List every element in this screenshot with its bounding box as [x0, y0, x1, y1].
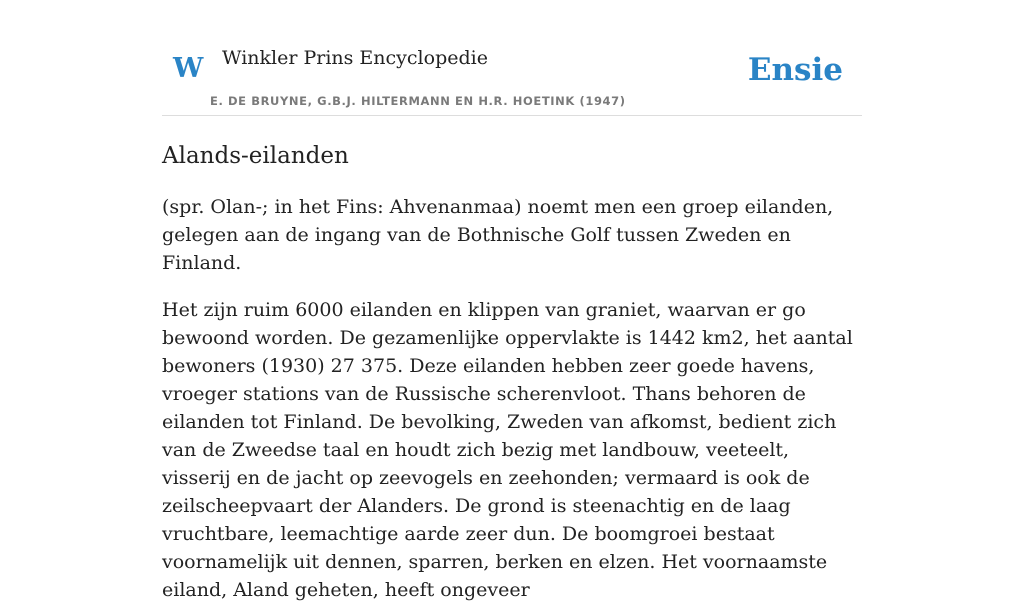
- entry-paragraph: (spr. Olan-; in het Fins: Ahvenanmaa) noemt men een groep eilanden, gelegen aan de ingang van de Bothnische Golf tussen Zweden en Finland.: [162, 196, 834, 274]
- entry-body: [162, 193, 862, 604]
- source-title[interactable]: Winkler Prins Encyclopedie: [222, 47, 488, 69]
- entry-title: Alands-eilanden: [162, 143, 349, 169]
- source-header: [162, 0, 862, 116]
- article-page: [162, 0, 862, 604]
- source-authors: E. DE BRUYNE, G.B.J. HILTERMANN EN H.R. HOETINK (1947): [210, 94, 626, 108]
- entry-paragraph: Het zijn ruim 6000 eilanden en klippen van graniet, waarvan er go bewoond worden. De gezamenlijke oppervlakte is 1442 km2, het aantal bewoners (1930) 27 375. Deze eilanden hebben zeer goede havens, vroeger stations van de Russische scherenvloot. Thans behoren de eilanden tot Finland. De bevolking, Zweden van afkomst, bedient zich van de Zweedse taal en houdt zich bezig met landbouw, veeteelt, visserij en de jacht op zeevogels en zeehonden; vermaard is ook de zeilscheepvaart der Alanders. De grond is steenachtig en de laag vruchtbare, leemachtige aarde zeer dun. De boomgroei bestaat voornamelijk uit dennen, sparren, berken en elzen. Het voornaamste eiland, Aland geheten, heeft ongeveer: [162, 299, 853, 601]
- encyclopedia-logo[interactable]: W: [173, 53, 204, 84]
- ensie-logo[interactable]: Ensie: [747, 52, 843, 88]
